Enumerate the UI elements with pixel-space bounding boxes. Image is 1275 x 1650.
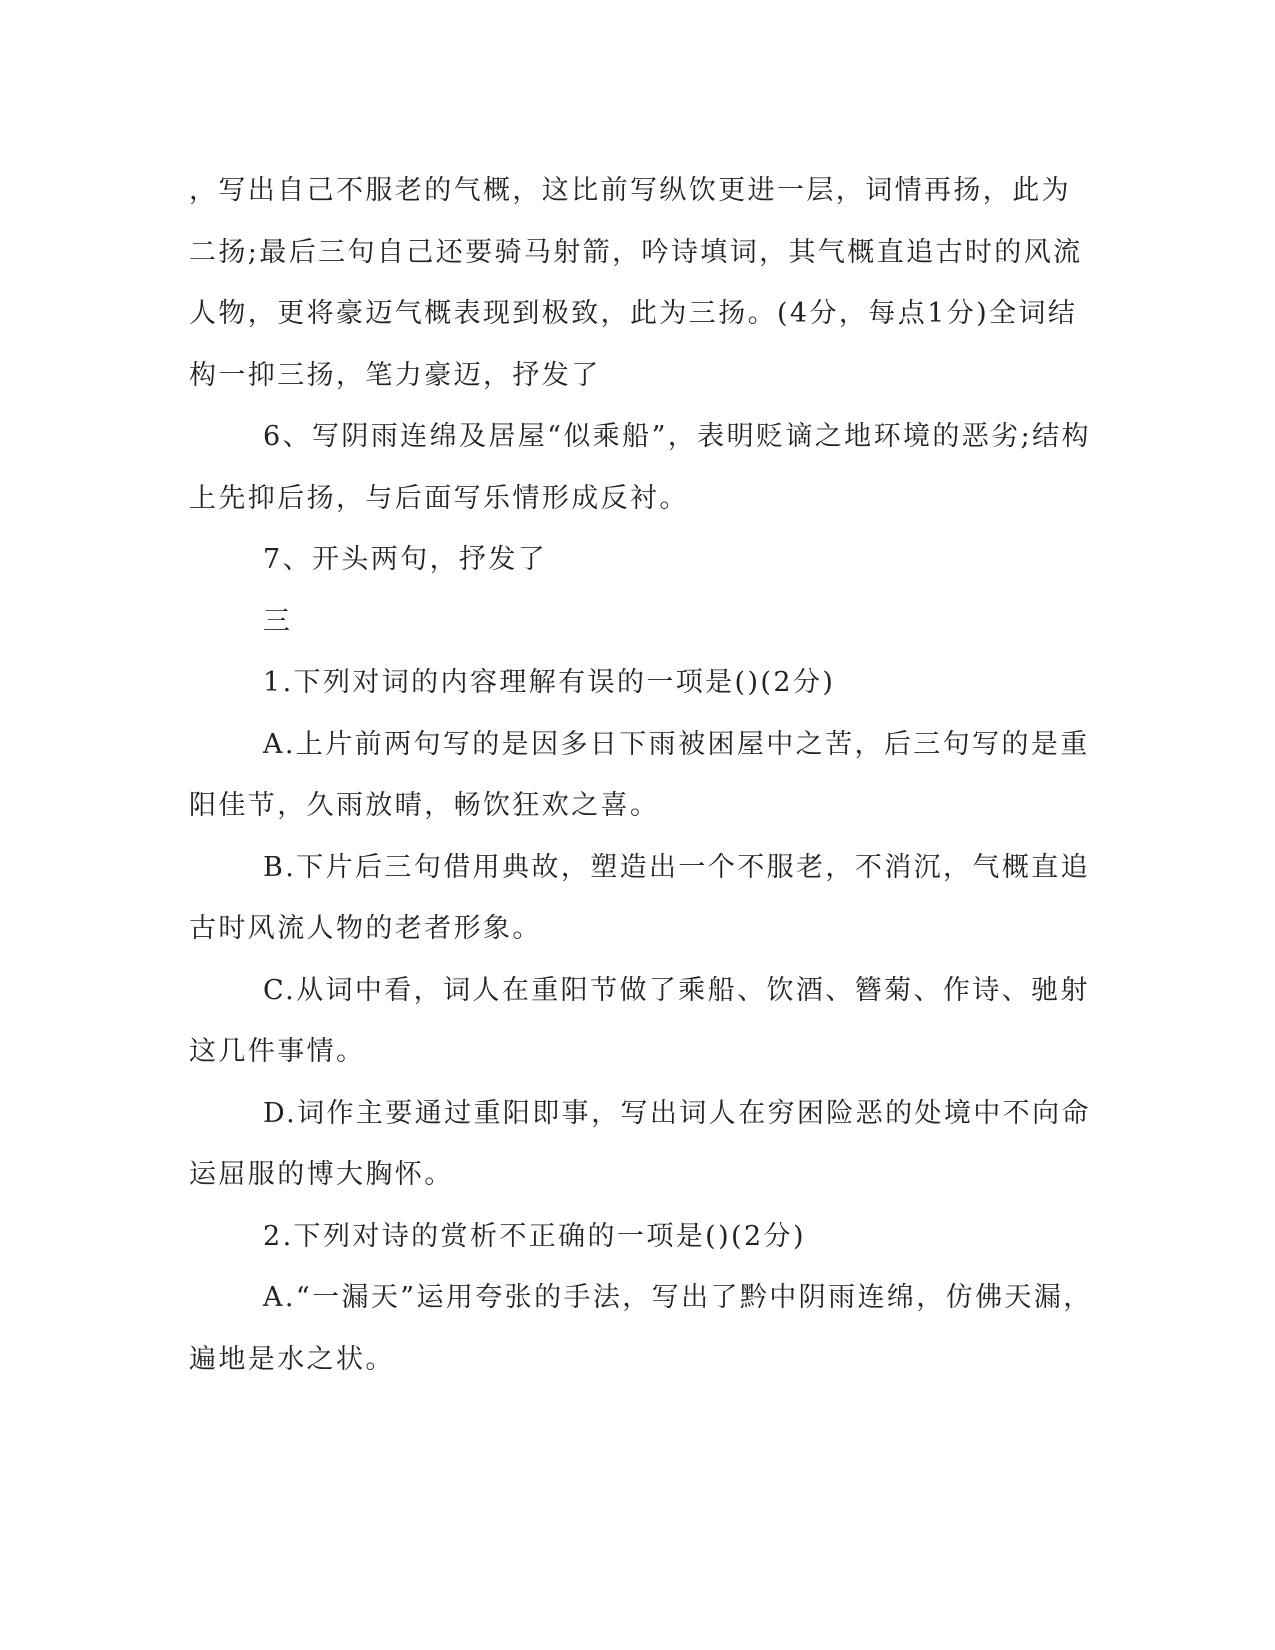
- text-line: 遍地是水之状。: [189, 1343, 395, 1375]
- document-body: [189, 160, 1093, 1390]
- answer-6-line: 6、写阴雨连绵及居屋“似乘船”，表明贬谪之地环境的恶劣;结构: [263, 421, 1091, 452]
- text-line: 运屈服的博大胸怀。: [189, 1159, 454, 1190]
- text-line: 这几件事情。: [189, 1036, 366, 1067]
- option-a: A.上片前两句写的是因多日下雨被困屋中之苦，后三句写的是重: [263, 728, 1090, 760]
- option-d: D.词作主要通过重阳即事，写出词人在穷困险恶的处境中不向命: [263, 1097, 1091, 1129]
- option-a: A.“一漏天”运用夸张的手法，写出了黔中阴雨连绵，仿佛天漏，: [263, 1282, 1093, 1313]
- text-line: 古时风流人物的老者形象。: [189, 913, 542, 944]
- text-line: 上先抑后扬，与后面写乐情形成反衬。: [189, 482, 689, 514]
- text-line: 构一抑三扬，笔力豪迈，抒发了: [189, 359, 601, 391]
- question-1: 1.下列对词的内容理解有误的一项是()(2分): [263, 667, 836, 698]
- section-heading: 三: [263, 605, 293, 637]
- text-line: 二扬;最后三句自己还要骑马射箭，吟诗填词，其气概直追古时的风流: [189, 236, 1083, 268]
- text-line: 人物，更将豪迈气概表现到极致，此为三扬。(4分，每点1分)全词结: [189, 298, 1078, 329]
- text-line: ，写出自己不服老的气概，这比前写纵饮更进一层，词情再扬，此为: [189, 175, 1071, 206]
- option-c: C.从词中看，词人在重阳节做了乘船、饮酒、簪菊、作诗、驰射: [263, 974, 1090, 1006]
- text-line: 阳佳节，久雨放晴，畅饮狂欢之喜。: [189, 790, 660, 821]
- question-2: 2.下列对诗的赏析不正确的一项是()(2分): [263, 1220, 806, 1252]
- option-b: B.下片后三句借用典故，塑造出一个不服老，不消沉，气概直追: [263, 851, 1091, 883]
- answer-7-line: 7、开头两句，抒发了: [263, 544, 548, 575]
